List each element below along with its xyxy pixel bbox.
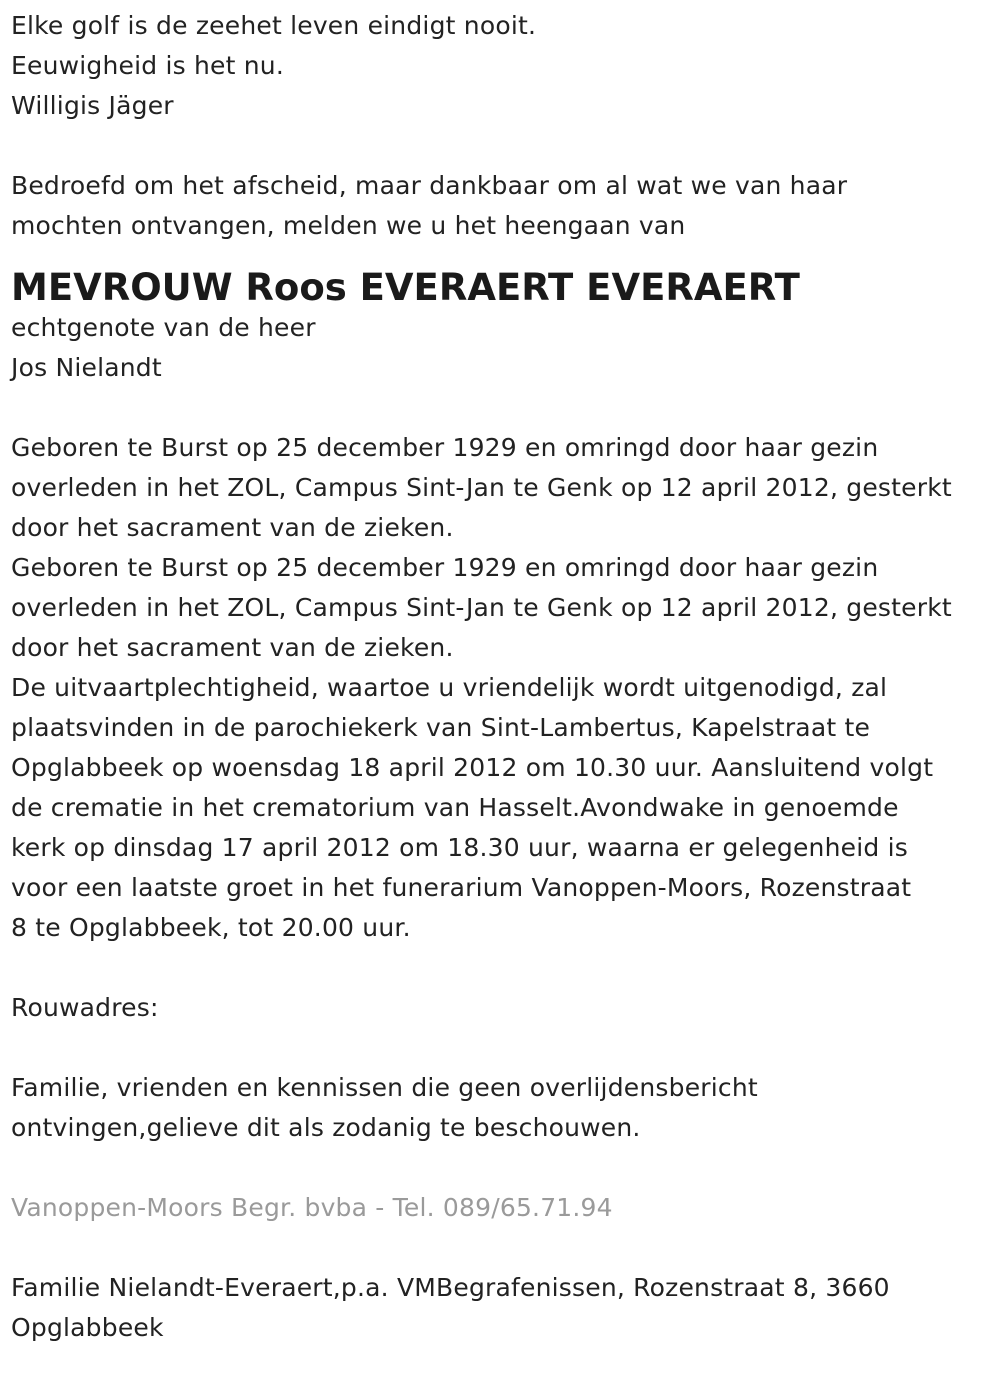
quote-author: Willigis Jäger bbox=[11, 91, 174, 120]
body-line: overleden in het ZOL, Campus Sint-Jan te Genk op 12 april 2012, gesterkt bbox=[11, 593, 952, 622]
body-line: Opglabbeek op woensdag 18 april 2012 om 10.30 uur. Aansluitend volgt bbox=[11, 753, 934, 782]
body-line: Geboren te Burst op 25 december 1929 en omringd door haar gezin bbox=[11, 433, 879, 462]
spacer bbox=[11, 1028, 988, 1068]
quote-line: Eeuwigheid is het nu. bbox=[11, 51, 284, 80]
spacer bbox=[11, 1228, 988, 1268]
intro-line: Bedroefd om het afscheid, maar dankbaar om al wat we van haar bbox=[11, 171, 848, 200]
body-line: door het sacrament van de zieken. bbox=[11, 513, 454, 542]
body-line: de crematie in het crematorium van Hasselt.Avondwake in genoemde bbox=[11, 793, 899, 822]
intro-line: mochten ontvangen, melden we u het heengaan van bbox=[11, 211, 686, 240]
notice-line: ontvingen,gelieve dit als zodanig te beschouwen. bbox=[11, 1113, 641, 1142]
intro-block bbox=[11, 166, 988, 246]
relation-line: echtgenote van de heer bbox=[11, 313, 316, 342]
spacer bbox=[11, 948, 988, 988]
notice-block bbox=[11, 1068, 988, 1148]
mourning-address-label: Rouwadres: bbox=[11, 993, 159, 1022]
notice-line: Familie, vrienden en kennissen die geen overlijdensbericht bbox=[11, 1073, 758, 1102]
body-line: plaatsvinden in de parochiekerk van Sint-Lambertus, Kapelstraat te bbox=[11, 713, 871, 742]
body-line: Geboren te Burst op 25 december 1929 en omringd door haar gezin bbox=[11, 553, 879, 582]
body-line: De uitvaartplechtigheid, waartoe u vriendelijk wordt uitgenodigd, zal bbox=[11, 673, 888, 702]
spouse-name: Jos Nielandt bbox=[11, 353, 162, 382]
body-text bbox=[11, 428, 988, 948]
body-line: overleden in het ZOL, Campus Sint-Jan te Genk op 12 april 2012, gesterkt bbox=[11, 473, 952, 502]
spacer bbox=[11, 388, 988, 428]
family-address-line: Familie Nielandt-Everaert,p.a. VMBegrafenissen, Rozenstraat 8, 3660 bbox=[11, 1273, 890, 1302]
family-address-line: Opglabbeek bbox=[11, 1313, 164, 1342]
body-line: door het sacrament van de zieken. bbox=[11, 633, 454, 662]
quote-line: Elke golf is de zeehet leven eindigt nooit. bbox=[11, 11, 537, 40]
quote-block bbox=[11, 6, 988, 126]
body-line: kerk op dinsdag 17 april 2012 om 18.30 uur, waarna er gelegenheid is bbox=[11, 833, 908, 862]
body-line: 8 te Opglabbeek, tot 20.00 uur. bbox=[11, 913, 411, 942]
family-address-block bbox=[11, 1268, 988, 1348]
body-line: voor een laatste groet in het funerarium Vanoppen-Moors, Rozenstraat bbox=[11, 873, 912, 902]
undertaker-contact: Vanoppen-Moors Begr. bvba - Tel. 089/65.71.94 bbox=[11, 1193, 613, 1222]
deceased-block bbox=[11, 264, 988, 388]
spacer bbox=[11, 126, 988, 166]
deceased-name: MEVROUW Roos EVERAERT EVERAERT bbox=[11, 266, 800, 309]
spacer bbox=[11, 1148, 988, 1188]
